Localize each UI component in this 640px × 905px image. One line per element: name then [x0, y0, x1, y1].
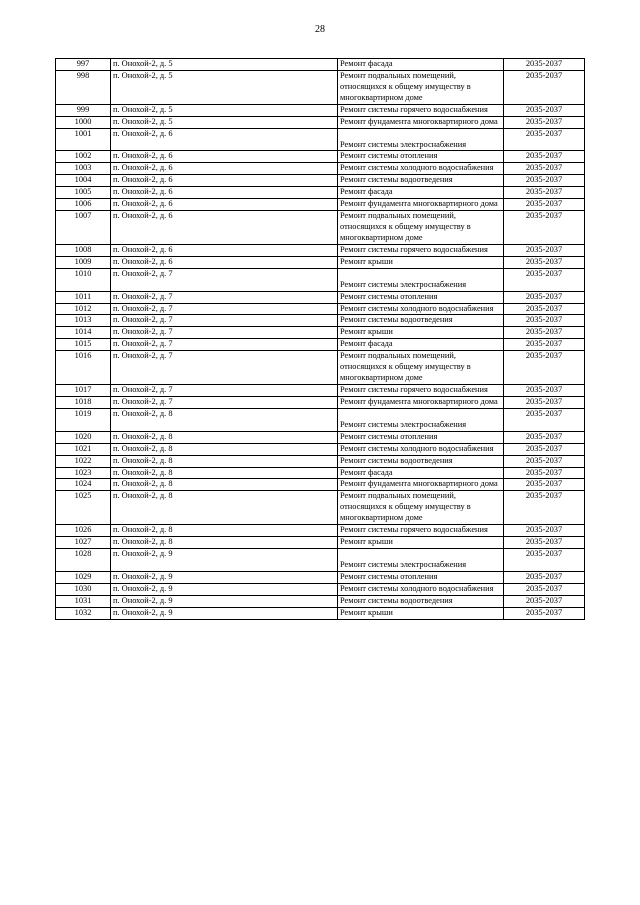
work-type-text: Ремонт системы водоотведения [340, 315, 453, 325]
period-cell: 2035-2037 [504, 595, 585, 607]
work-type-cell [338, 384, 504, 396]
work-type-text: Ремонт фундамента многоквартирного дома [340, 479, 498, 489]
work-type-cell [338, 59, 504, 71]
address-cell: п. Онохой-2, д. 6 [111, 244, 338, 256]
work-type-text: Ремонт системы холодного водоснабжения [340, 163, 494, 173]
row-number-cell: 1003 [56, 163, 111, 175]
address-cell: п. Онохой-2, д. 9 [111, 571, 338, 583]
row-number-cell: 1021 [56, 443, 111, 455]
period-cell: 2035-2037 [504, 339, 585, 351]
address-cell: п. Онохой-2, д. 8 [111, 443, 338, 455]
work-type-cell [338, 327, 504, 339]
work-type-cell [338, 537, 504, 549]
address-cell: п. Онохой-2, д. 9 [111, 607, 338, 619]
address-cell: п. Онохой-2, д. 7 [111, 268, 338, 291]
work-type-cell [338, 351, 504, 385]
work-type-cell [338, 595, 504, 607]
row-number-cell: 1028 [56, 548, 111, 571]
period-cell: 2035-2037 [504, 443, 585, 455]
table-row [56, 151, 585, 163]
row-number-cell: 1008 [56, 244, 111, 256]
table-row [56, 396, 585, 408]
work-type-text: Ремонт фасада [340, 339, 393, 349]
work-type-text: Ремонт системы холодного водоснабжения [340, 303, 494, 313]
row-number-cell: 1012 [56, 303, 111, 315]
work-type-cell [338, 70, 504, 104]
period-cell: 2035-2037 [504, 548, 585, 571]
address-cell: п. Онохой-2, д. 6 [111, 175, 338, 187]
row-number-cell: 1019 [56, 408, 111, 431]
table-row [56, 443, 585, 455]
table-row [56, 595, 585, 607]
work-type-text: Ремонт крыши [340, 327, 393, 337]
table-row [56, 303, 585, 315]
row-number-cell: 1014 [56, 327, 111, 339]
table-row [56, 187, 585, 199]
period-cell: 2035-2037 [504, 104, 585, 116]
table-row [56, 408, 585, 431]
work-type-cell [338, 571, 504, 583]
row-number-cell: 1010 [56, 268, 111, 291]
row-number-cell: 1018 [56, 396, 111, 408]
address-cell: п. Онохой-2, д. 9 [111, 583, 338, 595]
work-type-cell [338, 479, 504, 491]
table-row [56, 244, 585, 256]
period-cell: 2035-2037 [504, 211, 585, 245]
work-type-cell [338, 396, 504, 408]
row-number-cell: 1031 [56, 595, 111, 607]
row-number-cell: 1020 [56, 431, 111, 443]
period-cell: 2035-2037 [504, 479, 585, 491]
table-row [56, 339, 585, 351]
work-type-text: Ремонт подвальных помещений, относящихся к общему имуществу в многоквартирном доме [340, 211, 471, 242]
row-number-cell: 1023 [56, 467, 111, 479]
work-type-text: Ремонт системы отопления [340, 291, 438, 301]
work-type-text: Ремонт системы горячего водоснабжения [340, 104, 488, 114]
table-row [56, 291, 585, 303]
period-cell: 2035-2037 [504, 607, 585, 619]
period-cell: 2035-2037 [504, 537, 585, 549]
row-number-cell: 1004 [56, 175, 111, 187]
row-number-cell: 999 [56, 104, 111, 116]
address-cell: п. Онохой-2, д. 8 [111, 467, 338, 479]
period-cell: 2035-2037 [504, 128, 585, 151]
work-type-text: Ремонт системы отопления [340, 571, 438, 581]
work-type-cell [338, 256, 504, 268]
work-type-cell [338, 408, 504, 431]
address-cell: п. Онохой-2, д. 7 [111, 384, 338, 396]
work-type-cell [338, 104, 504, 116]
period-cell: 2035-2037 [504, 351, 585, 385]
period-cell: 2035-2037 [504, 303, 585, 315]
work-type-text: Ремонт системы холодного водоснабжения [340, 583, 494, 593]
address-cell: п. Онохой-2, д. 6 [111, 151, 338, 163]
work-type-cell [338, 187, 504, 199]
address-cell: п. Онохой-2, д. 8 [111, 455, 338, 467]
table-row [56, 455, 585, 467]
address-cell: п. Онохой-2, д. 7 [111, 351, 338, 385]
work-type-text: Ремонт системы электроснабжения [340, 559, 467, 569]
work-type-text: Ремонт фундамента многоквартирного дома [340, 116, 498, 126]
period-cell: 2035-2037 [504, 408, 585, 431]
address-cell: п. Онохой-2, д. 9 [111, 548, 338, 571]
table-row [56, 548, 585, 571]
work-type-text: Ремонт системы водоотведения [340, 595, 453, 605]
table-row [56, 315, 585, 327]
period-cell: 2035-2037 [504, 244, 585, 256]
table-row [56, 431, 585, 443]
work-type-cell [338, 175, 504, 187]
work-type-cell [338, 339, 504, 351]
row-number-cell: 1022 [56, 455, 111, 467]
table-row [56, 384, 585, 396]
work-type-cell [338, 607, 504, 619]
repair-schedule-table [55, 58, 585, 620]
work-type-cell [338, 303, 504, 315]
address-cell: п. Онохой-2, д. 6 [111, 199, 338, 211]
address-cell: п. Онохой-2, д. 6 [111, 163, 338, 175]
work-type-text: Ремонт системы электроснабжения [340, 139, 467, 149]
table-row [56, 70, 585, 104]
table-row [56, 583, 585, 595]
row-number-cell: 1016 [56, 351, 111, 385]
address-cell: п. Онохой-2, д. 8 [111, 491, 338, 525]
period-cell: 2035-2037 [504, 431, 585, 443]
work-type-text: Ремонт фасада [340, 59, 393, 68]
row-number-cell: 1011 [56, 291, 111, 303]
table-row [56, 256, 585, 268]
work-type-cell [338, 455, 504, 467]
address-cell: п. Онохой-2, д. 7 [111, 303, 338, 315]
work-type-text: Ремонт системы горячего водоснабжения [340, 384, 488, 394]
work-type-cell [338, 315, 504, 327]
address-cell: п. Онохой-2, д. 5 [111, 59, 338, 71]
row-number-cell: 1005 [56, 187, 111, 199]
table-row [56, 116, 585, 128]
table-row [56, 163, 585, 175]
row-number-cell: 1017 [56, 384, 111, 396]
table-row [56, 175, 585, 187]
row-number-cell: 1024 [56, 479, 111, 491]
work-type-text: Ремонт системы горячего водоснабжения [340, 525, 488, 535]
period-cell: 2035-2037 [504, 163, 585, 175]
table-row [56, 607, 585, 619]
work-type-cell [338, 116, 504, 128]
row-number-cell: 1001 [56, 128, 111, 151]
period-cell: 2035-2037 [504, 199, 585, 211]
table-row [56, 467, 585, 479]
row-number-cell: 1032 [56, 607, 111, 619]
work-type-cell [338, 244, 504, 256]
row-number-cell: 1000 [56, 116, 111, 128]
table-row [56, 128, 585, 151]
address-cell: п. Онохой-2, д. 5 [111, 70, 338, 104]
work-type-cell [338, 548, 504, 571]
row-number-cell: 1026 [56, 525, 111, 537]
work-type-text: Ремонт системы электроснабжения [340, 279, 467, 289]
period-cell: 2035-2037 [504, 70, 585, 104]
address-cell: п. Онохой-2, д. 8 [111, 431, 338, 443]
address-cell: п. Онохой-2, д. 8 [111, 525, 338, 537]
row-number-cell: 1013 [56, 315, 111, 327]
period-cell: 2035-2037 [504, 583, 585, 595]
address-cell: п. Онохой-2, д. 6 [111, 211, 338, 245]
table-row [56, 268, 585, 291]
work-type-cell [338, 431, 504, 443]
row-number-cell: 1006 [56, 199, 111, 211]
table-row [56, 104, 585, 116]
work-type-cell [338, 291, 504, 303]
work-type-text: Ремонт системы горячего водоснабжения [340, 244, 488, 254]
period-cell: 2035-2037 [504, 491, 585, 525]
work-type-text: Ремонт фундамента многоквартирного дома [340, 199, 498, 209]
row-number-cell: 1029 [56, 571, 111, 583]
period-cell: 2035-2037 [504, 467, 585, 479]
work-type-cell [338, 199, 504, 211]
period-cell: 2035-2037 [504, 455, 585, 467]
row-number-cell: 1007 [56, 211, 111, 245]
table-row [56, 479, 585, 491]
period-cell: 2035-2037 [504, 315, 585, 327]
work-type-cell [338, 525, 504, 537]
work-type-cell [338, 151, 504, 163]
period-cell: 2035-2037 [504, 571, 585, 583]
address-cell: п. Онохой-2, д. 7 [111, 327, 338, 339]
work-type-cell [338, 128, 504, 151]
table-body [56, 59, 585, 620]
table-row [56, 537, 585, 549]
address-cell: п. Онохой-2, д. 6 [111, 128, 338, 151]
address-cell: п. Онохой-2, д. 6 [111, 187, 338, 199]
work-type-text: Ремонт крыши [340, 256, 393, 266]
address-cell: п. Онохой-2, д. 7 [111, 339, 338, 351]
work-type-text: Ремонт системы холодного водоснабжения [340, 443, 494, 453]
page-number: 28 [315, 24, 325, 35]
period-cell: 2035-2037 [504, 396, 585, 408]
address-cell: п. Онохой-2, д. 8 [111, 479, 338, 491]
table-row [56, 211, 585, 245]
row-number-cell: 1030 [56, 583, 111, 595]
period-cell: 2035-2037 [504, 327, 585, 339]
work-type-cell [338, 268, 504, 291]
period-cell: 2035-2037 [504, 116, 585, 128]
period-cell: 2035-2037 [504, 256, 585, 268]
work-type-cell [338, 163, 504, 175]
row-number-cell: 1009 [56, 256, 111, 268]
work-type-cell [338, 211, 504, 245]
work-type-text: Ремонт системы водоотведения [340, 175, 453, 185]
address-cell: п. Онохой-2, д. 5 [111, 116, 338, 128]
work-type-text: Ремонт крыши [340, 537, 393, 547]
table-row [56, 571, 585, 583]
work-type-text: Ремонт системы отопления [340, 431, 438, 441]
work-type-text: Ремонт фасада [340, 467, 393, 477]
work-type-cell [338, 467, 504, 479]
row-number-cell: 997 [56, 59, 111, 71]
row-number-cell: 1002 [56, 151, 111, 163]
work-type-text: Ремонт системы отопления [340, 151, 438, 161]
work-type-text: Ремонт подвальных помещений, относящихся к общему имуществу в многоквартирном доме [340, 491, 471, 523]
period-cell: 2035-2037 [504, 59, 585, 71]
period-cell: 2035-2037 [504, 384, 585, 396]
row-number-cell: 998 [56, 70, 111, 104]
work-type-cell [338, 491, 504, 525]
table-row [56, 491, 585, 525]
period-cell: 2035-2037 [504, 291, 585, 303]
table-row [56, 351, 585, 385]
work-type-text: Ремонт системы электроснабжения [340, 419, 467, 429]
period-cell: 2035-2037 [504, 268, 585, 291]
period-cell: 2035-2037 [504, 187, 585, 199]
work-type-text: Ремонт фасада [340, 187, 393, 197]
work-type-text: Ремонт системы водоотведения [340, 455, 453, 465]
address-cell: п. Онохой-2, д. 8 [111, 537, 338, 549]
row-number-cell: 1027 [56, 537, 111, 549]
period-cell: 2035-2037 [504, 525, 585, 537]
address-cell: п. Онохой-2, д. 7 [111, 315, 338, 327]
period-cell: 2035-2037 [504, 151, 585, 163]
address-cell: п. Онохой-2, д. 5 [111, 104, 338, 116]
work-type-cell [338, 443, 504, 455]
table-row [56, 59, 585, 71]
address-cell: п. Онохой-2, д. 7 [111, 396, 338, 408]
work-type-text: Ремонт фундамента многоквартирного дома [340, 396, 498, 406]
address-cell: п. Онохой-2, д. 7 [111, 291, 338, 303]
period-cell: 2035-2037 [504, 175, 585, 187]
work-type-text: Ремонт крыши [340, 607, 393, 617]
table-row [56, 525, 585, 537]
row-number-cell: 1015 [56, 339, 111, 351]
work-type-cell [338, 583, 504, 595]
address-cell: п. Онохой-2, д. 8 [111, 408, 338, 431]
row-number-cell: 1025 [56, 491, 111, 525]
table-row [56, 199, 585, 211]
work-type-text: Ремонт подвальных помещений, относящихся к общему имуществу в многоквартирном доме [340, 351, 471, 383]
address-cell: п. Онохой-2, д. 9 [111, 595, 338, 607]
work-type-text: Ремонт подвальных помещений, относящихся к общему имуществу в многоквартирном доме [340, 70, 471, 102]
table-row [56, 327, 585, 339]
address-cell: п. Онохой-2, д. 6 [111, 256, 338, 268]
